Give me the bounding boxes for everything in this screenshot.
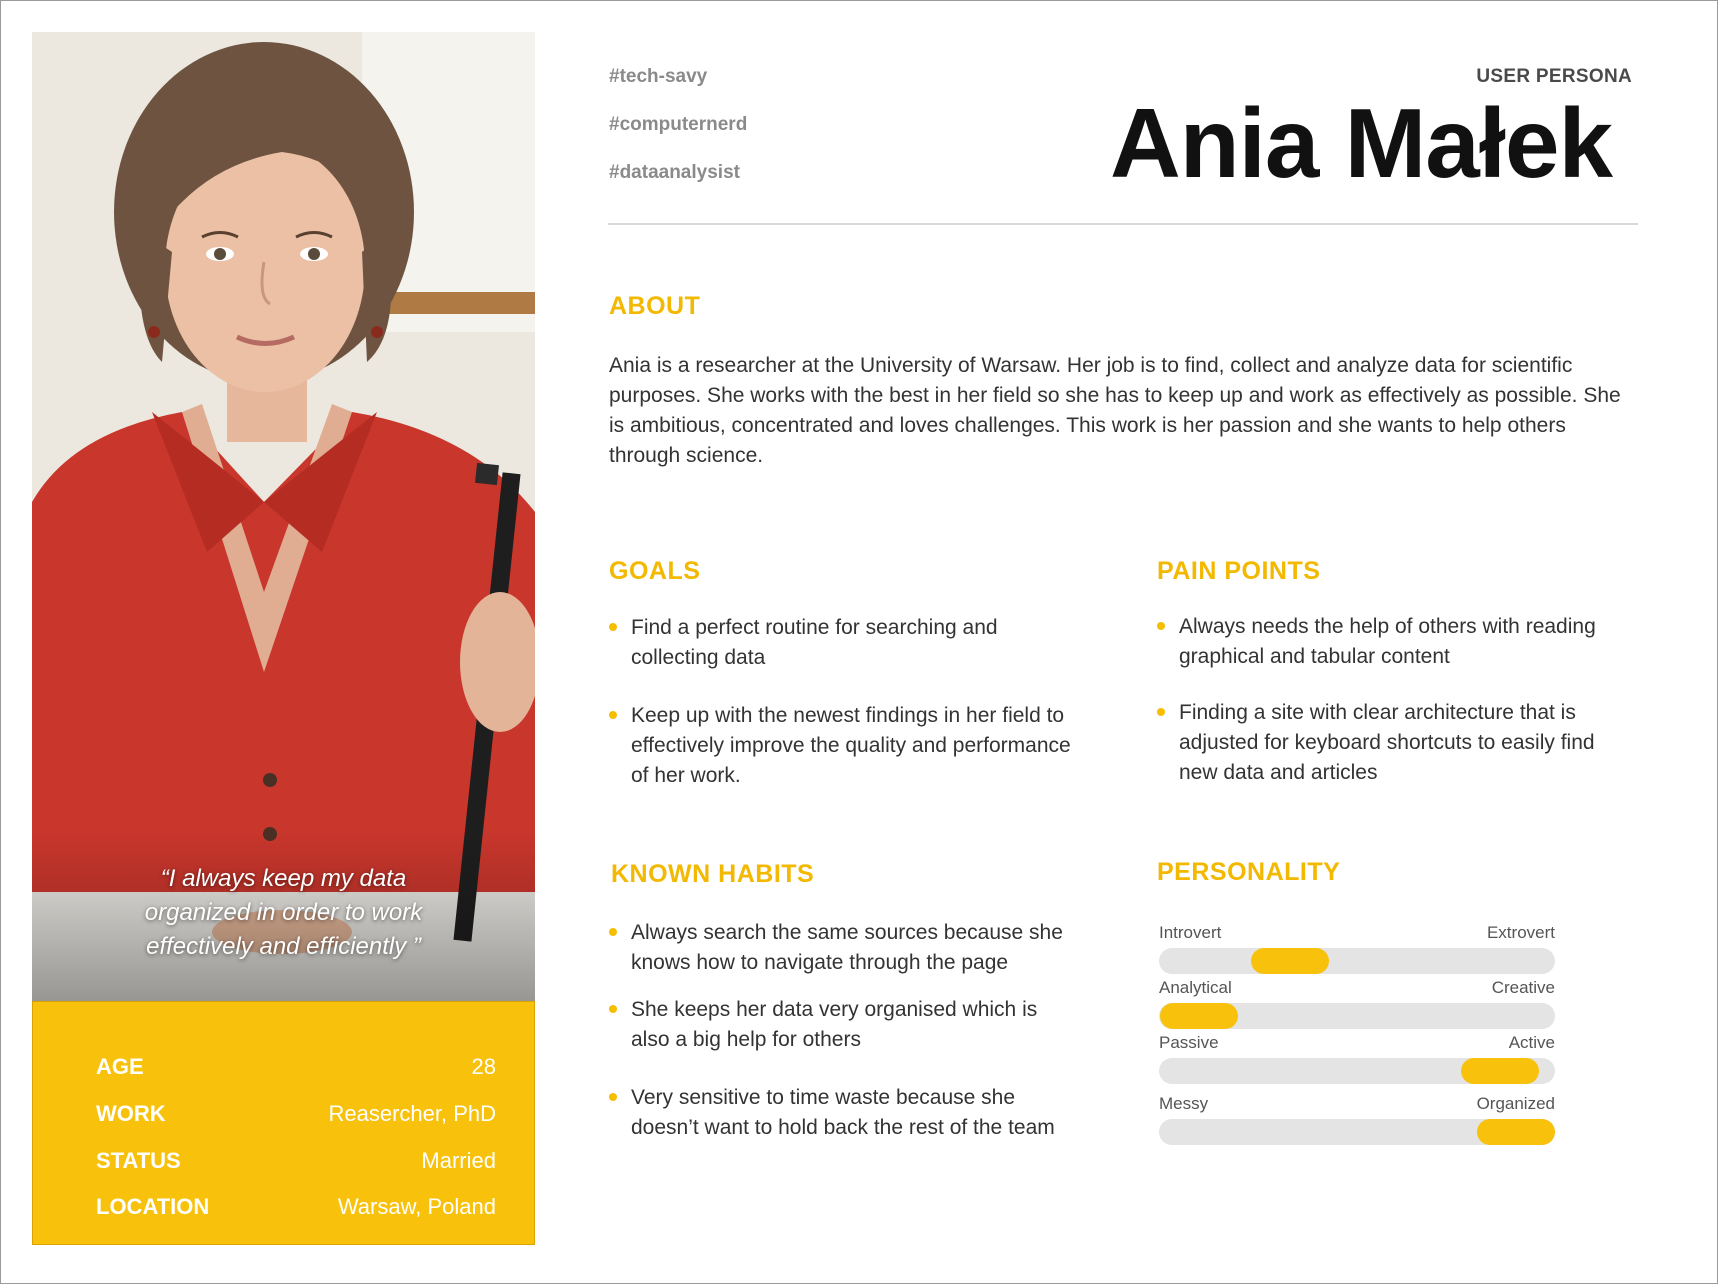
trait-left-label: Messy (1159, 1094, 1209, 1113)
trait-left-label: Analytical (1159, 978, 1232, 997)
trait-messy-organized (1159, 1093, 1555, 1145)
habit-text: Always search the same sources because she knows how to navigate through the page (631, 921, 1063, 974)
trait-passive-active (1159, 1032, 1555, 1084)
list-item (1157, 698, 1627, 788)
quote-line: organized in order to work (144, 899, 423, 926)
hashtag: #computernerd (609, 114, 748, 135)
fact-row-work (96, 1099, 496, 1129)
known-habits-title: KNOWN HABITS (611, 860, 815, 888)
list-item (609, 701, 1089, 791)
trait-right-label: Active (1508, 1033, 1555, 1052)
bullet-icon (609, 623, 617, 631)
fact-value: Warsaw, Poland (337, 1194, 496, 1219)
bullet-icon (1157, 622, 1165, 630)
trait-knob (1461, 1058, 1539, 1084)
trait-right-label: Organized (1476, 1094, 1555, 1113)
quote-line: effectively and efficiently ” (146, 933, 421, 960)
fact-label: WORK (96, 1101, 166, 1126)
fact-row-status (96, 1146, 496, 1176)
habit-text: Very sensitive to time waste because she doesn’t want to hold back the rest of the team (631, 1086, 1055, 1139)
list-item (1157, 612, 1627, 672)
list-item (609, 613, 1089, 673)
user-persona-label: USER PERSONA (1476, 66, 1632, 87)
header-divider (608, 223, 1638, 225)
trait-left-label: Introvert (1159, 923, 1222, 942)
bullet-icon (609, 711, 617, 719)
goal-text: Find a perfect routine for searching and collecting data (631, 616, 998, 669)
list-item (609, 995, 1079, 1055)
trait-right-label: Creative (1491, 978, 1555, 997)
pain-point-text: Always needs the help of others with reading graphical and tabular content (1179, 615, 1596, 668)
habits-list (609, 918, 1079, 1143)
trait-right-label: Extrovert (1486, 923, 1555, 942)
bullet-icon (1157, 708, 1165, 716)
pain-points-title: PAIN POINTS (1157, 557, 1321, 585)
trait-track (1159, 1003, 1555, 1029)
trait-analytical-creative (1159, 977, 1555, 1029)
trait-knob (1160, 1003, 1238, 1029)
quote-line: “I always keep my data (160, 865, 407, 892)
facts-panel (32, 1001, 535, 1245)
bullet-icon (609, 928, 617, 936)
fact-label: LOCATION (96, 1194, 210, 1219)
fact-value: Married (421, 1148, 496, 1173)
persona-name: Ania Małek (1110, 88, 1612, 198)
fact-row-age (96, 1052, 496, 1082)
hashtag: #dataanalysist (609, 162, 740, 183)
trait-track (1159, 948, 1555, 974)
fact-label: STATUS (96, 1148, 181, 1173)
personality-title: PERSONALITY (1157, 858, 1341, 886)
habit-text: She keeps her data very organised which is also a big help for others (631, 998, 1038, 1051)
trait-knob (1251, 948, 1329, 974)
trait-track (1159, 1058, 1555, 1084)
fact-value: 28 (471, 1054, 496, 1079)
bullet-icon (609, 1093, 617, 1101)
persona-photo (32, 32, 535, 1001)
list-item (609, 918, 1079, 978)
bullet-icon (609, 1005, 617, 1013)
goal-text: Keep up with the newest findings in her field to effectively improve the quality and performance of her work. (631, 704, 1071, 787)
trait-introvert-extrovert (1159, 922, 1555, 974)
fact-row-location (96, 1192, 496, 1222)
trait-track (1159, 1119, 1555, 1145)
trait-knob (1477, 1119, 1555, 1145)
persona-photo-illustration (32, 32, 535, 1001)
fact-label: AGE (96, 1054, 144, 1079)
pain-points-list (1157, 612, 1627, 788)
goals-title: GOALS (609, 557, 701, 585)
goals-list (609, 613, 1089, 791)
hashtag: #tech-savy (609, 66, 708, 87)
list-item (609, 1083, 1079, 1143)
about-text: Ania is a researcher at the University of Warsaw. Her job is to find, collect and analyze data for scientific purposes. She works with the best in her field so she has to keep up and work as effectively as possible. She is ambitious, concentrated and loves challenges. This work is her passion and she wants to help others through science. (609, 354, 1621, 467)
pain-point-text: Finding a site with clear architecture that is adjusted for keyboard shortcuts to easily find new data and articles (1179, 701, 1595, 784)
persona-quote (32, 862, 535, 964)
trait-left-label: Passive (1159, 1033, 1219, 1052)
about-title: ABOUT (609, 292, 701, 320)
fact-value: Reasercher, PhD (328, 1101, 496, 1126)
